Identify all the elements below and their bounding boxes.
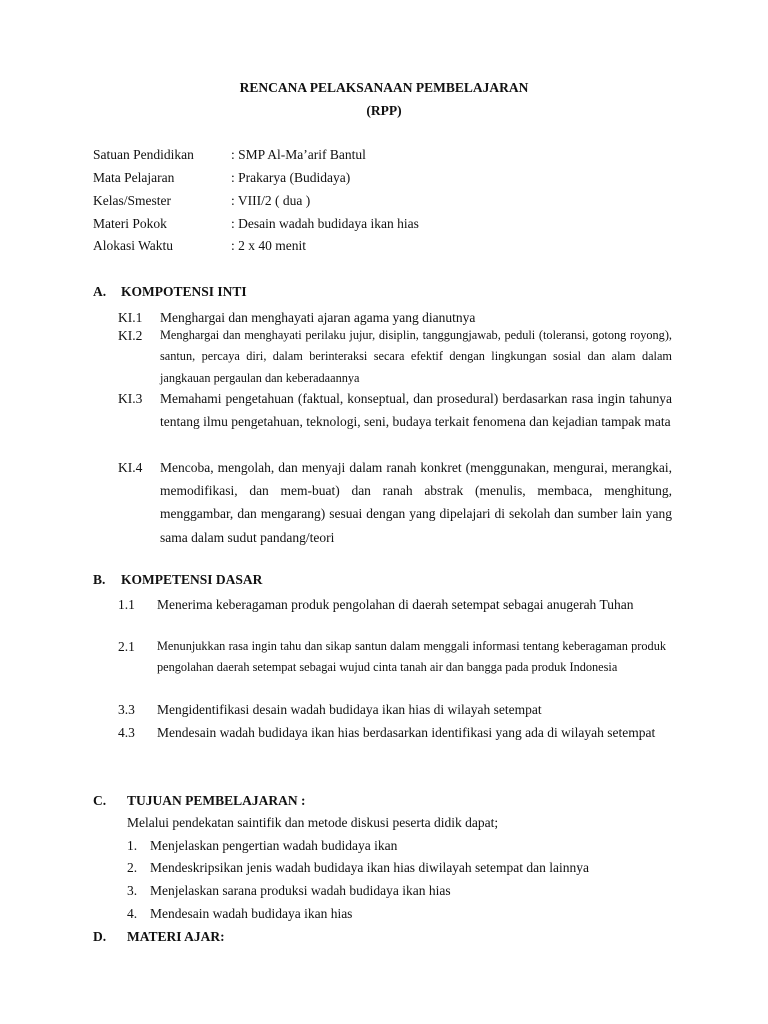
kd-text: Menunjukkan rasa ingin tahu dan sikap santun dalam menggali informasi tentang keberagaman produk pengolahan daerah setempat sebagai wujud cinta tanah air dan bangga pada produk Indonesia [157, 639, 666, 675]
kd-item [118, 721, 666, 767]
ki-number: KI.1 [118, 310, 143, 325]
objective-number: 1. [127, 838, 138, 853]
section-letter: D. [93, 929, 107, 944]
identity-label: Mata Pelajaran [93, 170, 175, 185]
ki-text: Memahami pengetahuan (faktual, konseptual, dan prosedural) berdasarkan rasa ingin tahunya tentang ilmu pengetahuan, teknologi, seni, budaya terkait fenomena dan kejadian tampak mata [160, 391, 672, 430]
section-letter: A. [93, 284, 107, 299]
ki-item [118, 456, 672, 550]
kd-item [118, 698, 666, 720]
section-c-heading [93, 793, 413, 811]
kd-item [118, 593, 666, 639]
ki-item [118, 387, 672, 457]
identity-value: : SMP Al-Ma’arif Bantul [231, 147, 366, 162]
objective-number: 4. [127, 906, 138, 921]
objective-item [127, 838, 667, 856]
objectives-intro: Melalui pendekatan saintifik dan metode diskusi peserta didik dapat; [127, 815, 499, 830]
identity-label: Alokasi Waktu [93, 238, 174, 253]
ki-number: KI.2 [118, 328, 143, 343]
document-subtitle: (RPP) [366, 103, 402, 118]
objective-item [127, 883, 667, 901]
objective-item [127, 906, 667, 924]
kd-text: Mengidentifikasi desain wadah budidaya ikan hias di wilayah setempat [157, 702, 542, 717]
section-d-heading [93, 929, 393, 947]
ki-item [118, 325, 672, 391]
section-title: MATERI AJAR: [127, 929, 225, 944]
ki-number: KI.4 [118, 460, 143, 475]
objective-number: 2. [127, 860, 138, 875]
identity-value: : VIII/2 ( dua ) [231, 193, 311, 208]
identity-label: Materi Pokok [93, 216, 167, 231]
kd-item [118, 636, 666, 702]
kd-number: 3.3 [118, 702, 135, 717]
kd-text: Menerima keberagaman produk pengolahan di daerah setempat sebagai anugerah Tuhan [157, 597, 634, 612]
identity-label: Kelas/Smester [93, 193, 171, 208]
section-title: TUJUAN PEMBELAJARAN : [127, 793, 306, 808]
section-a-heading [93, 284, 393, 302]
objective-text: Mendesain wadah budidaya ikan hias [150, 906, 353, 921]
document-title: RENCANA PELAKSANAAN PEMBELAJARAN [239, 80, 529, 95]
objective-text: Menjelaskan pengertian wadah budidaya ikan [150, 838, 398, 853]
identity-value: : Desain wadah budidaya ikan hias [231, 216, 419, 231]
kd-text: Mendesain wadah budidaya ikan hias berdasarkan identifikasi yang ada di wilayah setempat [157, 725, 656, 740]
kd-number: 2.1 [118, 639, 135, 654]
kd-number: 1.1 [118, 597, 135, 612]
objective-text: Menjelaskan sarana produksi wadah budidaya ikan hias [150, 883, 451, 898]
identity-label: Satuan Pendidikan [93, 147, 194, 162]
ki-text: Mencoba, mengolah, dan menyaji dalam ranah konkret (menggunakan, mengurai, merangkai, memodifikasi, dan mem-buat) dan ranah abstrak (menulis, membaca, menghitung, menggambar, dan mengarang) sesuai dengan yang dipelajari di sekolah dan sumber lain yang sama dalam sudut pandang/teori [160, 460, 672, 545]
objective-number: 3. [127, 883, 138, 898]
ki-text: Menghargai dan menghayati ajaran agama yang dianutnya [160, 310, 476, 325]
section-letter: B. [93, 572, 106, 587]
ki-text: Menghargai dan menghayati perilaku jujur, disiplin, tanggungjawab, peduli (toleransi, gotong royong), santun, percaya diri, dalam berinteraksi secara efektif dengan lingkungan sosial dan alam dalam jangkauan pergaulan dan keberadaannya [160, 328, 672, 385]
ki-number: KI.3 [118, 391, 143, 406]
objective-item [127, 860, 667, 878]
section-b-heading [93, 572, 393, 590]
kd-number: 4.3 [118, 725, 135, 740]
identity-value: : Prakarya (Budidaya) [231, 170, 351, 185]
identity-value: : 2 x 40 menit [231, 238, 306, 253]
section-title: KOMPOTENSI INTI [121, 284, 247, 299]
section-title: KOMPETENSI DASAR [121, 572, 263, 587]
objective-text: Mendeskripsikan jenis wadah budidaya ikan hias diwilayah setempat dan lainnya [150, 860, 590, 875]
section-letter: C. [93, 793, 107, 808]
